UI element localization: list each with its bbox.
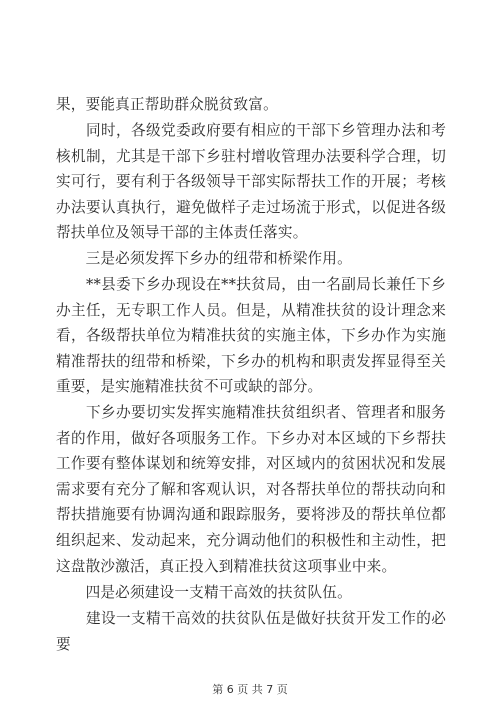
paragraph-7: 建设一支精干高效的扶贫队伍是做好扶贫开发工作的必要 xyxy=(56,610,446,653)
page-number-footer: 第 6 页 共 7 页 xyxy=(212,683,288,696)
paragraph-4: **县委下乡办现设在**扶贫局，由一名副局长兼任下乡办主任，无专职工作人员。但是，从精准扶贫的设计理念来看，各级帮扶单位为精准扶贫的实施主体，下乡办作为实施精准帮扶的纽带和桥梁，下乡办的机构和职责发挥显得至关重要，是实施精准扶贫不可或缺的部分。 xyxy=(56,276,446,396)
paragraph-5: 下乡办要切实发挥实施精准扶贫组织者、管理者和服务者的作用，做好各项服务工作。下乡办对本区域的下乡帮扶工作要有整体谋划和统筹安排，对区域内的贫困状况和发展需求要有充分了解和客观认识，对各帮扶单位的帮扶动向和帮扶措施要有协调沟通和跟踪服务，要将涉及的帮扶单位都组织起来、发动起来，充分调动他们的积极性和主动性，把这盘散沙激活，真正投入到精准扶贫这项事业中来。 xyxy=(56,404,446,575)
paragraph-6: 四是必须建设一支精干高效的扶贫队伍。 xyxy=(56,584,352,601)
paragraph-1: 果，要能真正帮助群众脱贫致富。 xyxy=(56,96,278,113)
paragraph-2: 同时，各级党委政府要有相应的干部下乡管理办法和考核机制，尤其是干部下乡驻村增收管理办法要科学合理，切实可行，要有利于各级领导干部实际帮扶工作的开展；考核办法要认真执行，避免做样子走过场流于形式，以促进各级帮扶单位及领导干部的主体责任落实。 xyxy=(56,122,446,242)
paragraph-3: 三是必须发挥下乡办的纽带和桥梁作用。 xyxy=(56,250,352,267)
